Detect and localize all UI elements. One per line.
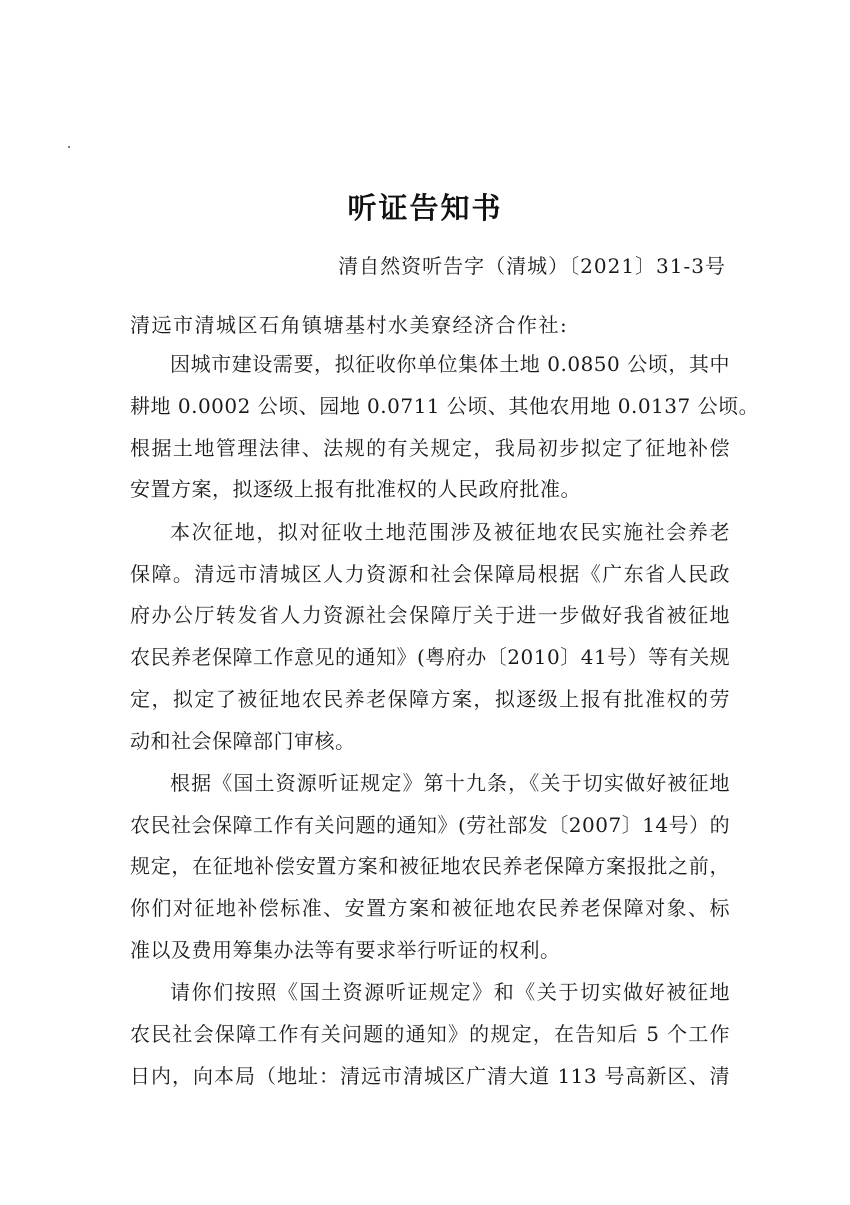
document-title: 听证告知书: [347, 191, 503, 225]
body-line: 定，拟定了被征地农民养老保障方案，拟逐级上报有批准权的劳: [130, 687, 730, 711]
addressee: 清远市清城区石角镇塘基村水美寮经济合作社:: [130, 313, 569, 337]
body-line: 请你们按照《国土资源听证规定》和《关于切实做好被征地: [170, 980, 730, 1004]
body-line: 根据《国土资源听证规定》第十九条，《关于切实做好被征地: [170, 771, 730, 795]
body-line: 农民社会保障工作有关问题的通知》(劳社部发〔2007〕14号）的: [130, 813, 731, 837]
body-line: 日内，向本局（地址：清远市清城区广清大道 113 号高新区、清: [130, 1064, 730, 1088]
body-line: 你们对征地补偿标准、安置方案和被征地农民养老保障对象、标: [130, 896, 730, 920]
body-line: 耕地 0.0002 公顷、园地 0.0711 公顷、其他农用地 0.0137 公顷。: [130, 394, 760, 418]
body-line: 本次征地，拟对征收土地范围涉及被征地农民实施社会养老: [170, 520, 730, 544]
body-line: 根据土地管理法律、法规的有关规定，我局初步拟定了征地补偿: [130, 436, 730, 460]
body-line: 因城市建设需要，拟征收你单位集体土地 0.0850 公顷，其中: [170, 352, 730, 376]
scan-speck: [68, 146, 70, 148]
body-line: 安置方案，拟逐级上报有批准权的人民政府批准。: [130, 477, 581, 501]
body-line: 农民养老保障工作意见的通知》(粤府办〔2010〕41号）等有关规: [130, 645, 731, 669]
body-line: 农民社会保障工作有关问题的通知》的规定，在告知后 5 个工作: [130, 1022, 730, 1046]
body-line: 动和社会保障部门审核。: [130, 729, 356, 753]
body-line: 保障。清远市清城区人力资源和社会保障局根据《广东省人民政: [130, 562, 730, 586]
body-line: 准以及费用筹集办法等有要求举行听证的权利。: [130, 938, 561, 962]
body-line: 府办公厅转发省人力资源社会保障厅关于进一步做好我省被征地: [130, 603, 730, 627]
body-line: 规定，在征地补偿安置方案和被征地农民养老保障方案报批之前，: [130, 854, 730, 878]
document-number: 清自然资听告字（清城）〔2021〕31-3号: [338, 254, 726, 278]
